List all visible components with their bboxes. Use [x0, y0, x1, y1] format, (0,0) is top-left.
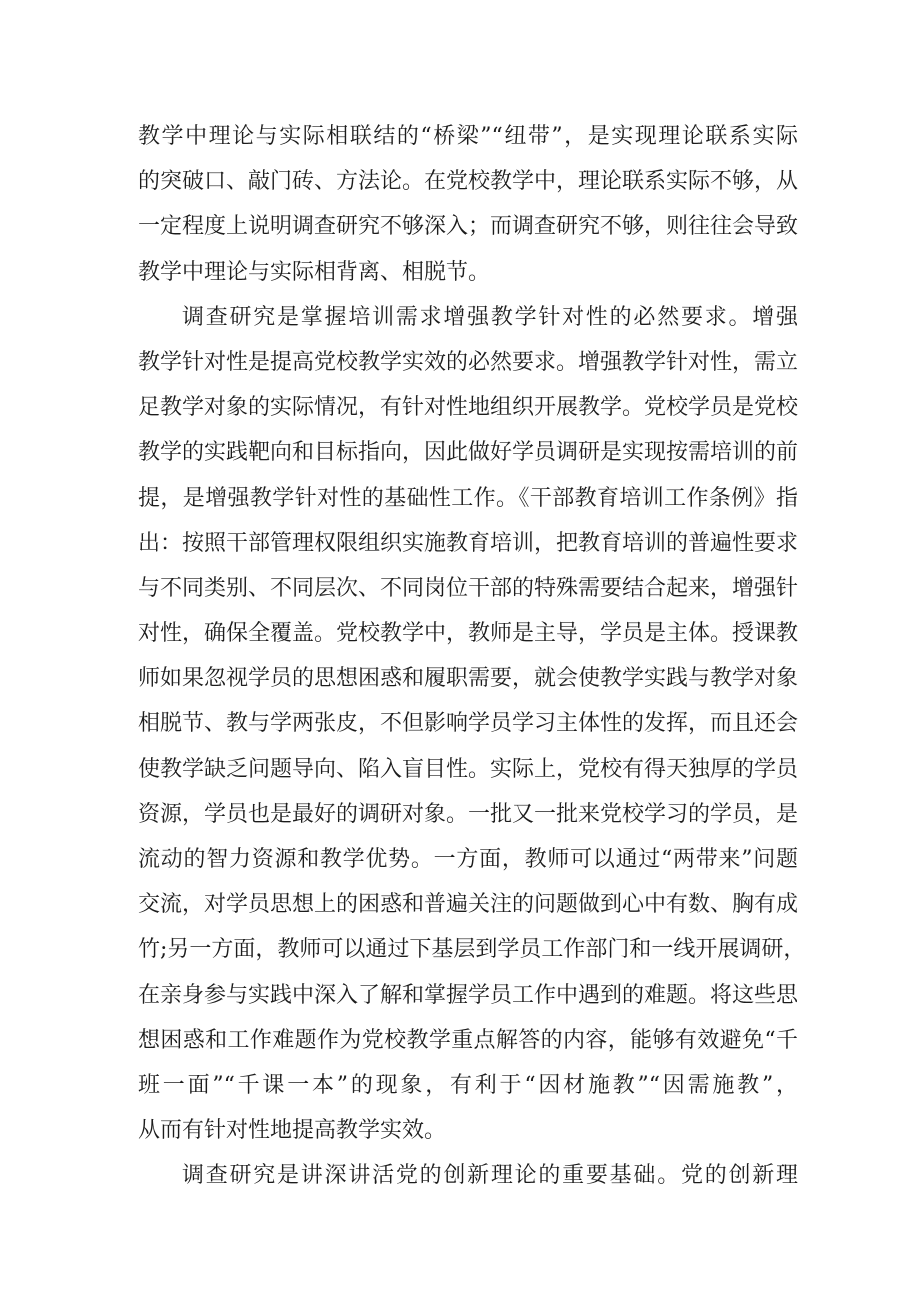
text-line: 相脱节、教与学两张皮，不但影响学员学习主体性的发挥，而且还会: [138, 711, 799, 737]
text-line: 在亲身参与实践中深入了解和掌握学员工作中遇到的难题。将这些思: [138, 982, 799, 1008]
text-line: 一定程度上说明调查研究不够深入；而调查研究不够，则往往会导致: [138, 214, 799, 240]
text-line: 竹;另一方面，教师可以通过下基层到学员工作部门和一线开展调研，: [138, 937, 806, 963]
text-line: 出：按照干部管理权限组织实施教育培训，把教育培训的普遍性要求: [138, 530, 799, 556]
text-line: 教学针对性是提高党校教学实效的必然要求。增强教学针对性，需立: [138, 349, 799, 375]
text-line: 资源，学员也是最好的调研对象。一批又一批来党校学习的学员，是: [138, 801, 799, 827]
text-line: 师如果忽视学员的思想困惑和履职需要，就会使教学实践与教学对象: [138, 666, 799, 692]
text-line: 调查研究是讲深讲活党的创新理论的重要基础。党的创新理: [182, 1163, 798, 1189]
text-line: 教学中理论与实际相联结的“桥梁”“纽带”，是实现理论联系实际: [138, 124, 798, 149]
text-line: 提，是增强教学针对性的基础性工作。《干部教育培训工作条例》指: [138, 485, 798, 511]
text-line: 足教学对象的实际情况，有针对性地组织开展教学。党校学员是党校: [138, 395, 799, 421]
text-line: 与不同类别、不同层次、不同岗位干部的特殊需要结合起来，增强针: [138, 575, 799, 601]
text-line: 教学中理论与实际相背离、相脱节。: [138, 259, 491, 285]
text-line: 流动的智力资源和教学优势。一方面，教师可以通过“两带来”问题: [138, 847, 798, 872]
text-line: 对性，确保全覆盖。党校教学中，教师是主导，学员是主体。授课教: [138, 621, 799, 647]
document-body: [138, 114, 806, 1199]
text-line: 从而有针对性地提高教学实效。: [138, 1118, 447, 1144]
text-line: 调查研究是掌握培训需求增强教学针对性的必然要求。增强: [182, 304, 798, 330]
text-line: 想困惑和工作难题作为党校教学重点解答的内容，能够有效避免“千: [138, 1027, 798, 1053]
text-line: 交流，对学员思想上的困惑和普遍关注的问题做到心中有数、胸有成: [138, 892, 799, 918]
text-line: 教学的实践靶向和目标指向，因此做好学员调研是实现按需培训的前: [138, 440, 799, 466]
text-line: 使教学缺乏问题导向、陷入盲目性。实际上，党校有得天独厚的学员: [138, 756, 799, 782]
text-line: 的突破口、敲门砖、方法论。在党校教学中，理论联系实际不够，从: [138, 169, 799, 195]
text-line: 班一面”“千课一本”的现象，有利于“因材施教”“因需施教”，: [138, 1072, 798, 1098]
